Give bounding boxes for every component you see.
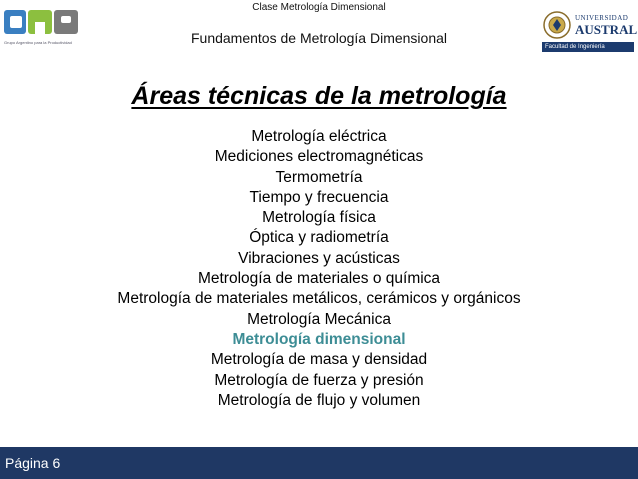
areas-list xyxy=(0,127,638,411)
list-item: Mediciones electromagnéticas xyxy=(214,148,424,166)
list-item: Metrología de flujo y volumen xyxy=(217,391,421,409)
list-item: Tiempo y frecuencia xyxy=(249,188,389,206)
list-item: Metrología eléctrica xyxy=(251,128,387,145)
faculty-label: Facultad de Ingeniería xyxy=(542,42,634,52)
list-item: Metrología de fuerza y presión xyxy=(214,371,424,389)
header-subtitle: Fundamentos de Metrología Dimensional xyxy=(190,30,448,46)
university-name: AUSTRAL xyxy=(575,22,638,37)
list-item: Vibraciones y acústicas xyxy=(238,249,400,267)
list-item: Metrología de materiales metálicos, cerámicos y orgánicos xyxy=(117,290,521,308)
gap-logo xyxy=(4,6,104,50)
slide-title-text: Áreas técnicas de la metrología xyxy=(131,82,507,110)
university-seal-icon xyxy=(542,10,572,40)
gap-logo-graphic xyxy=(4,6,82,38)
footer-bar xyxy=(0,447,638,479)
list-item: Metrología de materiales o química xyxy=(197,270,441,288)
list-item: Óptica y radiometría xyxy=(249,229,389,247)
header-course: Clase Metrología Dimensional xyxy=(252,2,386,13)
list-item: Termometría xyxy=(275,168,363,186)
university-label: UNIVERSIDAD xyxy=(575,14,629,22)
page-number: Página 6 xyxy=(5,455,61,471)
slide-title xyxy=(0,82,638,111)
gap-logo-tagline: Grupo Argentino para la Productividad xyxy=(4,40,72,45)
austral-logo xyxy=(542,10,638,50)
list-item-highlighted: Metrología dimensional xyxy=(232,330,406,348)
list-item: Metrología física xyxy=(262,209,376,227)
list-item: Metrología Mecánica xyxy=(247,310,391,328)
list-item: Metrología de masa y densidad xyxy=(210,351,428,369)
